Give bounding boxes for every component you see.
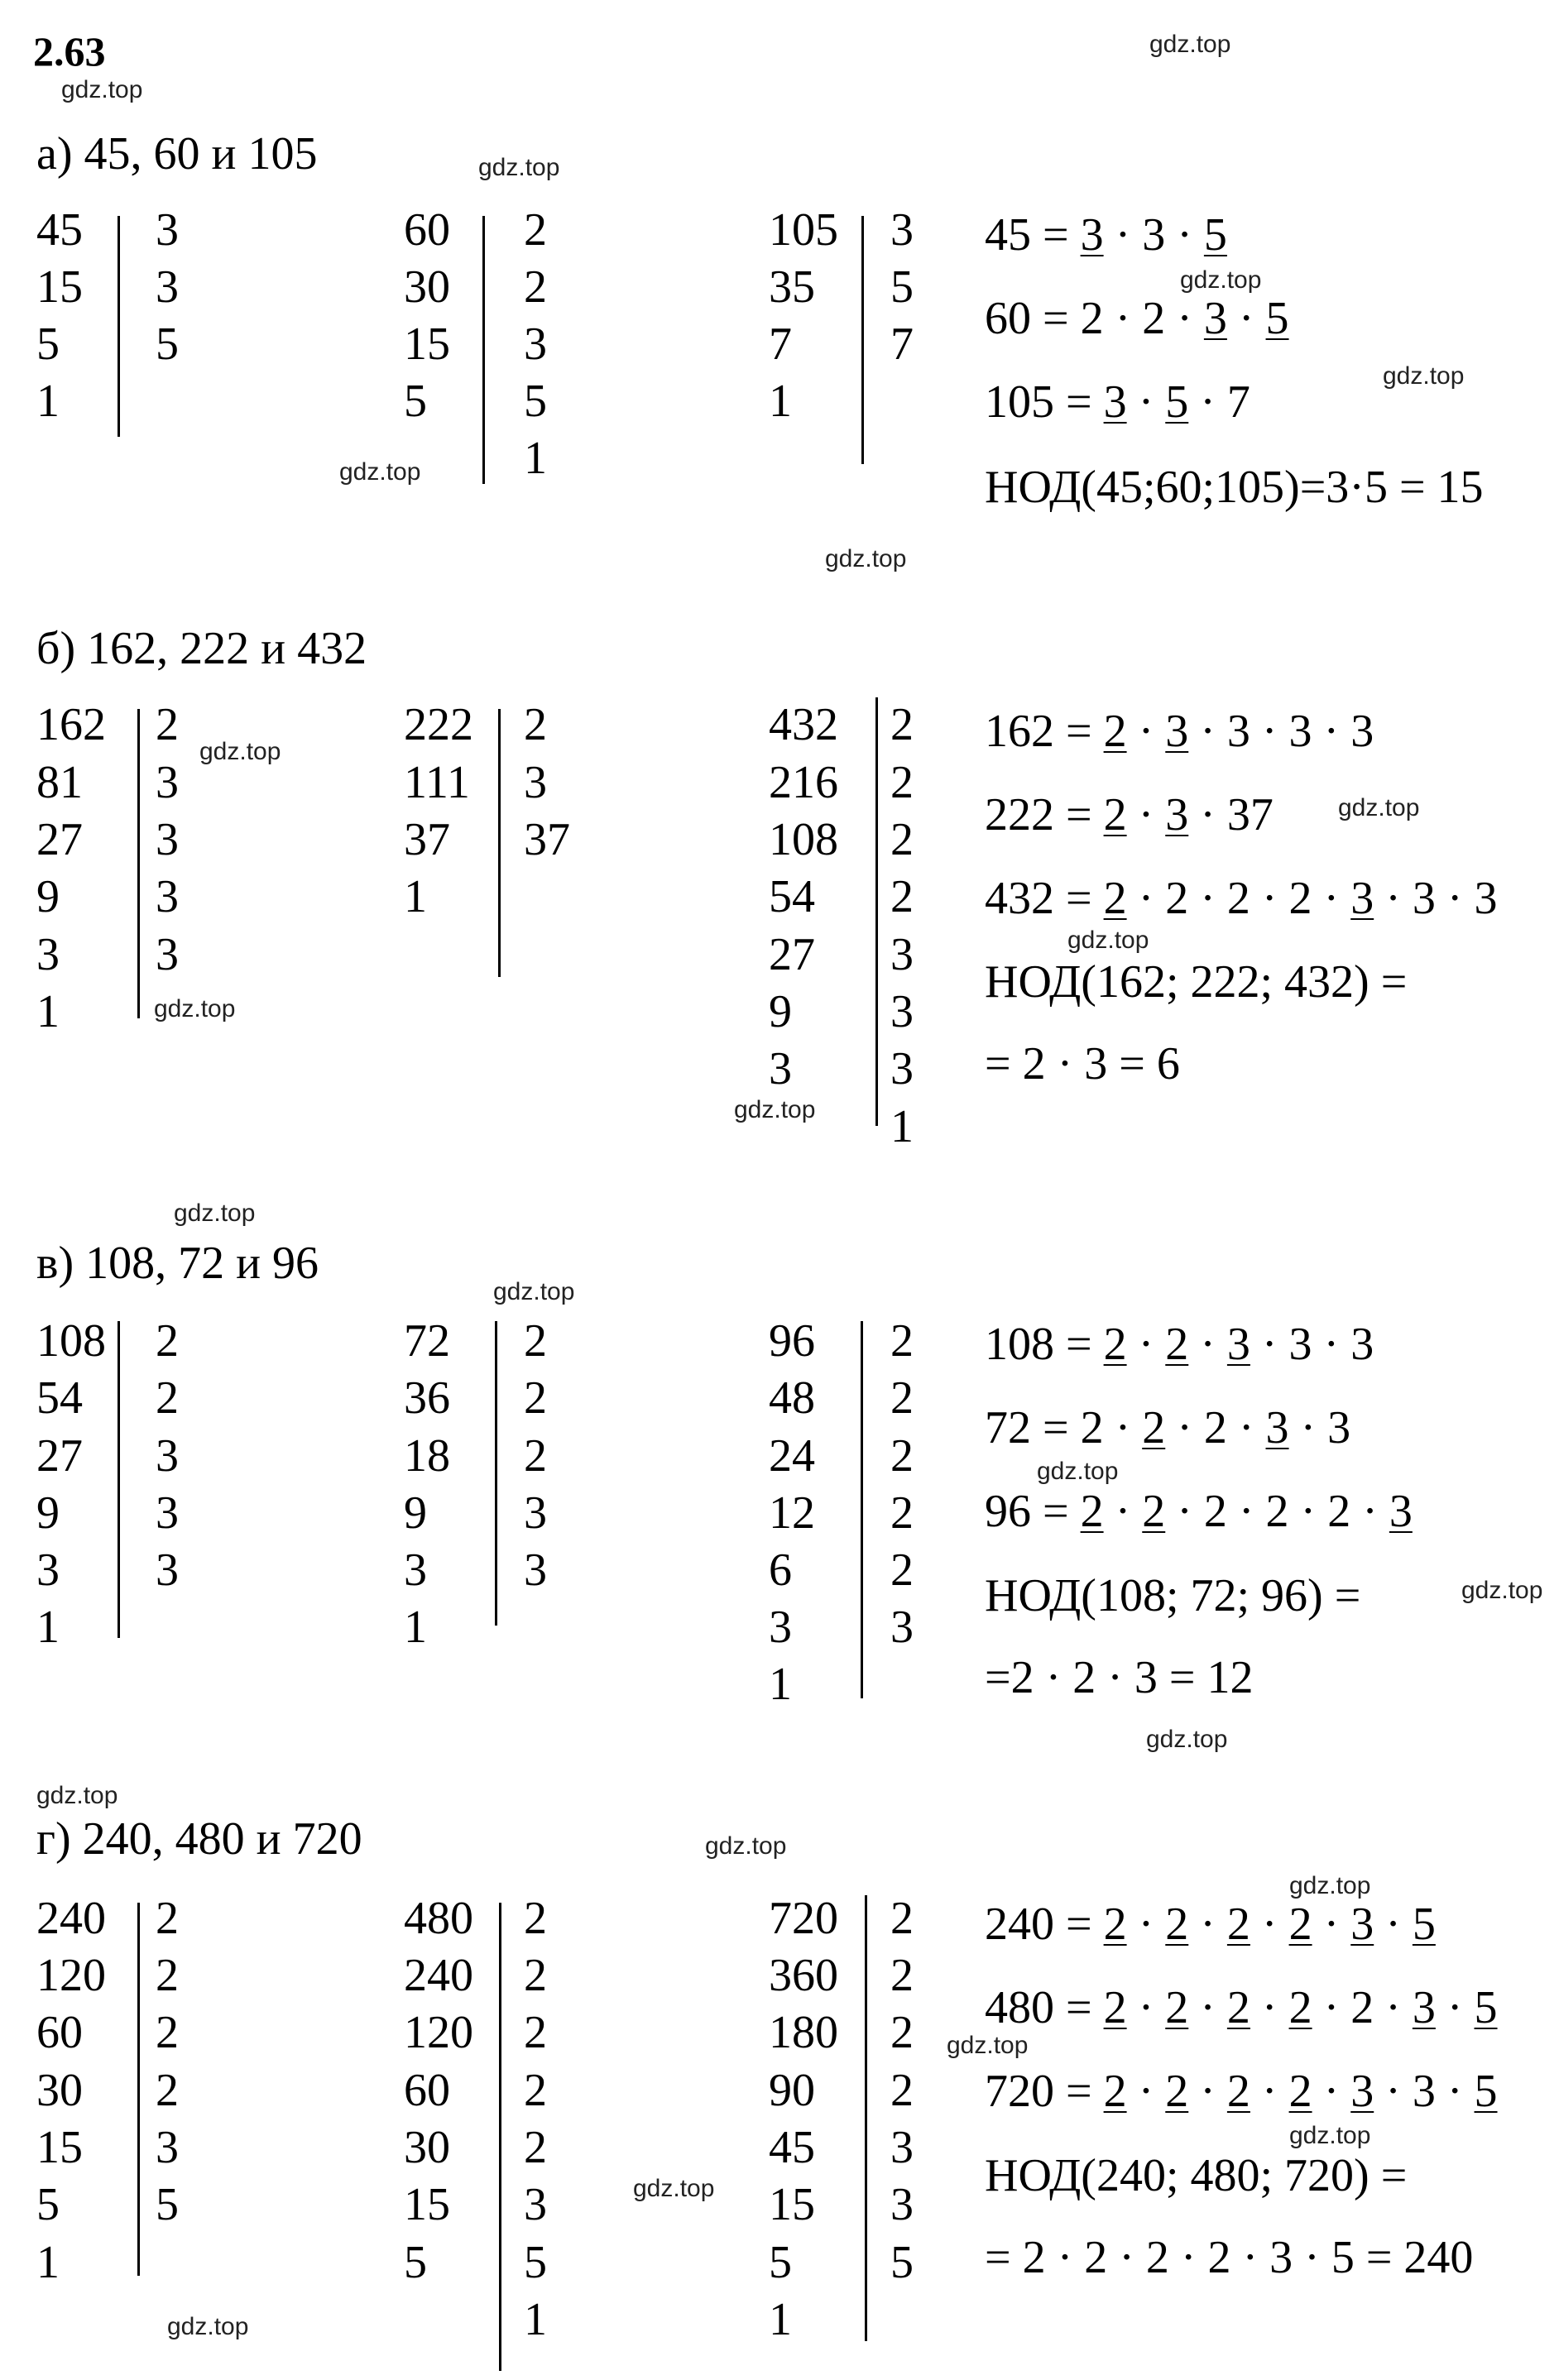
common-factor: 2 — [1142, 1486, 1166, 1537]
section-a-table-3-divisor: 3 — [890, 204, 914, 256]
watermark-text: gdz.top — [167, 2313, 249, 2340]
common-factor: 2 — [1103, 789, 1127, 840]
watermark-text: gdz.top — [478, 154, 560, 181]
section-b-table-3-number: 216 — [769, 757, 838, 808]
section-v-table-3-number: 24 — [769, 1430, 815, 1482]
section-g-table-3-divisor: 2 — [890, 2007, 914, 2058]
equation-text: · — [1312, 1899, 1351, 1950]
section-b-table-1-divisor: 3 — [156, 929, 179, 980]
equation-text: · — [1226, 293, 1266, 344]
section-a-equation — [985, 209, 1227, 261]
equation-text: · 37 — [1188, 789, 1274, 840]
equation-text: НОД(162; 222; 432) = — [985, 956, 1408, 1008]
section-g-table-2-number: 480 — [404, 1893, 473, 1944]
section-g-table-2-number: 15 — [404, 2179, 450, 2230]
section-b-table-3-divider — [875, 697, 878, 1126]
section-g-table-3-divisor: 3 — [890, 2122, 914, 2173]
section-b-table-3-divisor: 2 — [890, 699, 914, 750]
section-v-table-3-number: 48 — [769, 1372, 815, 1424]
common-factor: 2 — [1288, 1982, 1312, 2033]
section-a-equation — [985, 376, 1250, 428]
section-b-table-2-divisor: 2 — [524, 699, 547, 750]
common-factor: 5 — [1474, 2066, 1498, 2117]
equation-text: 222 = — [985, 789, 1104, 840]
equation-text: · — [1126, 1982, 1166, 2033]
equation-text: · — [1188, 1899, 1227, 1950]
section-b-table-3-divisor: 3 — [890, 929, 914, 980]
section-g-table-3-divisor: 2 — [890, 1893, 914, 1944]
common-factor: 2 — [1165, 1982, 1189, 2033]
section-g-table-3-number: 15 — [769, 2179, 815, 2230]
section-g-table-3-number: 5 — [769, 2237, 792, 2288]
equation-text: 105 = — [985, 376, 1104, 428]
equation-text: 480 = — [985, 1982, 1104, 2033]
section-a-table-3-divider — [861, 216, 864, 464]
section-g-table-2-divisor: 2 — [524, 2065, 547, 2116]
watermark-text: gdz.top — [947, 2032, 1029, 2059]
common-factor: 5 — [1412, 1899, 1436, 1950]
section-g-table-2-divider — [499, 1903, 501, 2371]
section-a-table-1-divider — [118, 216, 120, 437]
equation-text: · — [1312, 2066, 1351, 2117]
section-g-table-1-number: 60 — [36, 2007, 83, 2058]
section-v-table-1-divisor: 2 — [156, 1315, 179, 1367]
common-factor: 2 — [1226, 2066, 1250, 2117]
section-a-table-2-number: 60 — [404, 204, 450, 256]
common-factor: 2 — [1103, 706, 1127, 757]
section-b-table-1-number: 1 — [36, 986, 60, 1037]
section-a-table-2-divisor: 2 — [524, 204, 547, 256]
section-b-table-2-divisor: 37 — [524, 814, 570, 865]
section-b-table-3-divisor: 2 — [890, 757, 914, 808]
equation-text: = 2 · 2 · 2 · 2 · 3 · 5 = 240 — [985, 2232, 1474, 2283]
equation-text: 240 = — [985, 1899, 1104, 1950]
section-g-table-1-number: 5 — [36, 2179, 60, 2230]
section-v-equation — [985, 1319, 1374, 1370]
section-g-table-3-divisor: 2 — [890, 1950, 914, 2001]
section-v-table-2-divisor: 2 — [524, 1315, 547, 1367]
equation-text: 45 = — [985, 209, 1081, 261]
common-factor: 5 — [1474, 1982, 1498, 2033]
section-v-table-1-divider — [118, 1321, 120, 1638]
section-b-table-3-number: 108 — [769, 814, 838, 865]
equation-text: · — [1126, 1899, 1166, 1950]
section-a-table-1-number: 45 — [36, 204, 83, 256]
equation-text: НОД(108; 72; 96) = — [985, 1570, 1361, 1621]
section-v-table-1-number: 108 — [36, 1315, 106, 1367]
watermark-text: gdz.top — [1338, 794, 1420, 821]
section-b-table-3-divisor: 2 — [890, 814, 914, 865]
section-g-table-1-number: 120 — [36, 1950, 106, 2001]
section-v-equation — [985, 1652, 1254, 1703]
equation-text: · — [1435, 1982, 1475, 2033]
section-g-equation — [985, 2150, 1408, 2201]
section-g-table-2-divisor: 2 — [524, 1893, 547, 1944]
section-a-heading: а) 45, 60 и 105 — [36, 128, 318, 180]
section-v-table-2-divisor: 3 — [524, 1487, 547, 1539]
section-v-table-2-number: 3 — [404, 1544, 427, 1596]
section-b-table-3-number: 27 — [769, 929, 815, 980]
section-a-table-2-number: 30 — [404, 261, 450, 313]
section-a-table-2-divisor: 3 — [524, 318, 547, 370]
common-factor: 2 — [1165, 2066, 1189, 2117]
section-v-table-1-divisor: 3 — [156, 1544, 179, 1596]
watermark-text: gdz.top — [1289, 1872, 1371, 1899]
common-factor: 2 — [1288, 2066, 1312, 2117]
equation-text: · 2 · — [1165, 1402, 1266, 1453]
section-a-table-1-number: 15 — [36, 261, 83, 313]
section-g-table-1-divisor: 2 — [156, 1893, 179, 1944]
equation-text: 96 = — [985, 1486, 1081, 1537]
section-g-table-3-number: 90 — [769, 2065, 815, 2116]
common-factor: 3 — [1412, 1982, 1436, 2033]
section-v-table-1-number: 3 — [36, 1544, 60, 1596]
section-b-table-1-number: 162 — [36, 699, 106, 750]
watermark-text: gdz.top — [154, 995, 236, 1022]
section-b-table-1-divisor: 3 — [156, 871, 179, 922]
problem-number: 2.63 — [33, 28, 106, 74]
section-a-table-1-divisor: 3 — [156, 204, 179, 256]
section-a-table-2-number: 5 — [404, 376, 427, 427]
section-g-table-1-divisor: 5 — [156, 2179, 179, 2230]
section-b-heading: б) 162, 222 и 432 — [36, 623, 367, 674]
common-factor: 5 — [1265, 293, 1289, 344]
section-a-equation — [985, 295, 1289, 342]
section-b-equation — [985, 706, 1374, 757]
section-a-table-1-number: 1 — [36, 376, 60, 427]
common-factor: 3 — [1165, 789, 1189, 840]
section-g-table-1-divisor: 2 — [156, 2007, 179, 2058]
equation-text: НОД(45;60;105)=3·5 = 15 — [985, 462, 1484, 513]
common-factor: 3 — [1350, 873, 1374, 924]
common-factor: 3 — [1080, 209, 1104, 261]
section-b-equation — [985, 789, 1274, 840]
section-v-table-3-number: 96 — [769, 1315, 815, 1367]
section-a-table-2-divisor: 2 — [524, 261, 547, 313]
watermark-text: gdz.top — [1146, 1726, 1228, 1753]
section-g-equation — [985, 2234, 1473, 2281]
equation-text: · 3 · — [1374, 2066, 1475, 2117]
section-v-table-3-number: 12 — [769, 1487, 815, 1539]
common-factor: 3 — [1350, 2066, 1374, 2117]
equation-text: · 3 · — [1103, 209, 1204, 261]
section-a-table-2-divisor: 1 — [524, 433, 547, 484]
section-g-table-3-number: 1 — [769, 2294, 792, 2345]
section-g-table-3-number: 180 — [769, 2007, 838, 2058]
common-factor: 3 — [1103, 376, 1127, 428]
section-v-table-2-number: 9 — [404, 1487, 427, 1539]
section-v-table-3-number: 1 — [769, 1659, 792, 1710]
watermark-text: gdz.top — [1383, 362, 1465, 390]
watermark-text: gdz.top — [339, 458, 421, 486]
equation-text: · 2 · 2 · 2 · — [1126, 873, 1351, 924]
equation-text: · — [1126, 376, 1166, 428]
section-g-table-3-number: 720 — [769, 1893, 838, 1944]
watermark-text: gdz.top — [1180, 266, 1262, 294]
section-v-table-3-divisor: 2 — [890, 1372, 914, 1424]
common-factor: 5 — [1203, 209, 1227, 261]
section-g-table-2-number: 240 — [404, 1950, 473, 2001]
equation-text: 108 = — [985, 1319, 1104, 1370]
equation-text: = 2 · 3 = 6 — [985, 1038, 1180, 1089]
section-g-table-1-divisor: 2 — [156, 1950, 179, 2001]
section-a-table-3-number: 105 — [769, 204, 838, 256]
section-b-equation — [985, 956, 1408, 1008]
equation-text: 720 = — [985, 2066, 1104, 2117]
watermark-text: gdz.top — [1037, 1458, 1119, 1485]
equation-text: · 3 · 3 — [1374, 873, 1498, 924]
section-v-table-3-divisor: 2 — [890, 1315, 914, 1367]
section-v-table-3-divisor: 2 — [890, 1544, 914, 1596]
section-v-heading: в) 108, 72 и 96 — [36, 1238, 319, 1289]
section-b-table-3-number: 54 — [769, 871, 815, 922]
watermark-text: gdz.top — [1067, 927, 1149, 954]
equation-text: · — [1126, 789, 1166, 840]
equation-text: · 2 · — [1312, 1982, 1413, 2033]
section-g-table-2-number: 120 — [404, 2007, 473, 2058]
watermark-text: gdz.top — [36, 1782, 118, 1809]
common-factor: 3 — [1165, 706, 1189, 757]
section-b-table-1-divider — [137, 709, 140, 1018]
section-g-table-2-divisor: 2 — [524, 1950, 547, 2001]
section-a-equation — [985, 462, 1484, 513]
equation-text: · — [1188, 2066, 1227, 2117]
equation-text: · 3 · 3 — [1250, 1319, 1374, 1370]
equation-text: 60 = 2 · 2 · — [985, 293, 1204, 344]
section-a-table-1-divisor: 3 — [156, 261, 179, 313]
watermark-text: gdz.top — [825, 545, 907, 572]
section-v-table-2-number: 18 — [404, 1430, 450, 1482]
section-v-table-1-number: 9 — [36, 1487, 60, 1539]
section-b-table-3-divisor: 1 — [890, 1101, 914, 1152]
section-g-table-1-number: 1 — [36, 2237, 60, 2288]
section-g-table-3-divisor: 3 — [890, 2179, 914, 2230]
section-v-equation — [985, 1402, 1351, 1453]
section-g-table-2-divisor: 2 — [524, 2122, 547, 2173]
section-b-table-2-number: 37 — [404, 814, 450, 865]
section-b-table-2-number: 1 — [404, 871, 427, 922]
equation-text: · 2 · 2 · 2 · — [1165, 1486, 1389, 1537]
section-b-table-1-number: 81 — [36, 757, 83, 808]
section-b-table-3-number: 432 — [769, 699, 838, 750]
section-a-table-1-divisor: 5 — [156, 318, 179, 370]
section-a-table-2-divisor: 5 — [524, 376, 547, 427]
common-factor: 3 — [1350, 1899, 1374, 1950]
section-g-table-1-divider — [137, 1903, 140, 2276]
section-b-table-1-divisor: 2 — [156, 699, 179, 750]
section-g-table-3-number: 360 — [769, 1950, 838, 2001]
section-v-equation — [985, 1488, 1413, 1535]
common-factor: 5 — [1165, 376, 1189, 428]
section-a-table-3-number: 35 — [769, 261, 815, 313]
section-g-table-2-number: 60 — [404, 2065, 450, 2116]
equation-text: 432 = — [985, 873, 1104, 924]
section-a-table-3-number: 7 — [769, 318, 792, 370]
section-g-equation — [985, 1982, 1498, 2033]
section-a-table-2-number: 15 — [404, 318, 450, 370]
section-b-equation — [985, 875, 1497, 922]
common-factor: 2 — [1226, 1982, 1250, 2033]
section-g-heading: г) 240, 480 и 720 — [36, 1813, 362, 1865]
section-b-equation — [985, 1038, 1180, 1089]
equation-text: · — [1250, 1982, 1289, 2033]
section-v-table-2-divider — [495, 1321, 497, 1626]
section-v-table-3-divisor: 2 — [890, 1487, 914, 1539]
section-v-table-2-divisor: 2 — [524, 1372, 547, 1424]
section-b-table-1-divisor: 3 — [156, 814, 179, 865]
equation-text: · 3 — [1288, 1402, 1351, 1453]
section-g-table-1-divisor: 2 — [156, 2065, 179, 2116]
section-g-table-3-divisor: 5 — [890, 2237, 914, 2288]
equation-text: · 3 · 3 · 3 — [1188, 706, 1374, 757]
common-factor: 2 — [1103, 2066, 1127, 2117]
watermark-text: gdz.top — [705, 1832, 787, 1860]
section-g-equation — [985, 2066, 1498, 2117]
section-b-table-1-number: 9 — [36, 871, 60, 922]
section-a-table-1-number: 5 — [36, 318, 60, 370]
equation-text: · 7 — [1188, 376, 1250, 428]
section-v-table-3-number: 3 — [769, 1602, 792, 1653]
section-g-table-2-number: 30 — [404, 2122, 450, 2173]
section-a-table-3-divisor: 5 — [890, 261, 914, 313]
watermark-text: gdz.top — [199, 738, 281, 765]
common-factor: 2 — [1080, 1486, 1104, 1537]
section-v-table-3-divisor: 2 — [890, 1430, 914, 1482]
watermark-text: gdz.top — [1289, 2122, 1371, 2149]
section-g-table-2-divisor: 1 — [524, 2294, 547, 2345]
section-b-table-3-divisor: 2 — [890, 871, 914, 922]
equation-text: · — [1188, 1319, 1227, 1370]
common-factor: 2 — [1103, 1899, 1127, 1950]
equation-text: 72 = 2 · — [985, 1402, 1143, 1453]
section-g-table-1-divisor: 3 — [156, 2122, 179, 2173]
section-g-table-1-number: 30 — [36, 2065, 83, 2116]
watermark-text: gdz.top — [61, 76, 143, 103]
section-v-table-1-divisor: 3 — [156, 1430, 179, 1482]
section-g-table-2-divisor: 2 — [524, 2007, 547, 2058]
section-b-table-3-number: 9 — [769, 986, 792, 1037]
section-b-table-2-divider — [498, 709, 501, 977]
section-g-table-3-number: 45 — [769, 2122, 815, 2173]
section-v-table-3-divider — [861, 1321, 863, 1698]
section-b-table-2-divisor: 3 — [524, 757, 547, 808]
common-factor: 2 — [1165, 1899, 1189, 1950]
watermark-text: gdz.top — [174, 1200, 256, 1227]
section-b-table-2-number: 111 — [404, 757, 470, 808]
equation-text: НОД(240; 480; 720) = — [985, 2150, 1408, 2201]
section-b-table-3-divisor: 3 — [890, 1043, 914, 1094]
common-factor: 2 — [1165, 1319, 1189, 1370]
section-b-table-1-number: 3 — [36, 929, 60, 980]
section-g-table-3-divisor: 2 — [890, 2065, 914, 2116]
section-v-table-3-number: 6 — [769, 1544, 792, 1596]
equation-text: · — [1188, 1982, 1227, 2033]
section-a-table-3-number: 1 — [769, 376, 792, 427]
watermark-text: gdz.top — [734, 1096, 816, 1123]
section-g-table-1-number: 15 — [36, 2122, 83, 2173]
equation-text: · — [1250, 1899, 1289, 1950]
section-g-table-2-divisor: 3 — [524, 2179, 547, 2230]
section-b-table-3-divisor: 3 — [890, 986, 914, 1037]
common-factor: 2 — [1288, 1899, 1312, 1950]
watermark-text: gdz.top — [633, 2175, 715, 2202]
section-b-table-1-divisor: 3 — [156, 757, 179, 808]
equation-text: · — [1374, 1899, 1413, 1950]
section-v-equation — [985, 1570, 1361, 1621]
section-b-table-1-number: 27 — [36, 814, 83, 865]
common-factor: 2 — [1142, 1402, 1166, 1453]
common-factor: 2 — [1103, 873, 1127, 924]
common-factor: 2 — [1103, 1319, 1127, 1370]
section-b-table-3-number: 3 — [769, 1043, 792, 1094]
common-factor: 3 — [1389, 1486, 1413, 1537]
section-v-table-1-number: 27 — [36, 1430, 83, 1482]
section-v-table-2-number: 36 — [404, 1372, 450, 1424]
section-v-table-3-divisor: 3 — [890, 1602, 914, 1653]
common-factor: 3 — [1265, 1402, 1289, 1453]
watermark-text: gdz.top — [1149, 31, 1231, 58]
section-v-table-2-number: 1 — [404, 1602, 427, 1653]
section-v-table-1-number: 1 — [36, 1602, 60, 1653]
section-g-table-2-divisor: 5 — [524, 2237, 547, 2288]
equation-text: · — [1250, 2066, 1289, 2117]
equation-text: =2 · 2 · 3 = 12 — [985, 1652, 1254, 1703]
equation-text: 162 = — [985, 706, 1104, 757]
section-g-table-1-number: 240 — [36, 1893, 106, 1944]
section-v-table-1-divisor: 3 — [156, 1487, 179, 1539]
section-g-table-3-divider — [865, 1895, 867, 2341]
common-factor: 2 — [1226, 1899, 1250, 1950]
section-v-table-2-divisor: 3 — [524, 1544, 547, 1596]
common-factor: 3 — [1226, 1319, 1250, 1370]
section-g-equation — [985, 1899, 1436, 1950]
equation-text: · — [1126, 1319, 1166, 1370]
equation-text: · — [1126, 706, 1166, 757]
section-a-table-3-divisor: 7 — [890, 318, 914, 370]
watermark-text: gdz.top — [1461, 1577, 1543, 1604]
section-b-table-2-number: 222 — [404, 699, 473, 750]
section-a-table-2-divider — [482, 216, 485, 484]
equation-text: · — [1103, 1486, 1143, 1537]
section-g-table-2-number: 5 — [404, 2237, 427, 2288]
section-v-table-1-divisor: 2 — [156, 1372, 179, 1424]
equation-text: · — [1126, 2066, 1166, 2117]
section-v-table-1-number: 54 — [36, 1372, 83, 1424]
watermark-text: gdz.top — [493, 1278, 575, 1305]
common-factor: 3 — [1203, 293, 1227, 344]
common-factor: 2 — [1103, 1982, 1127, 2033]
section-v-table-2-divisor: 2 — [524, 1430, 547, 1482]
section-v-table-2-number: 72 — [404, 1315, 450, 1367]
